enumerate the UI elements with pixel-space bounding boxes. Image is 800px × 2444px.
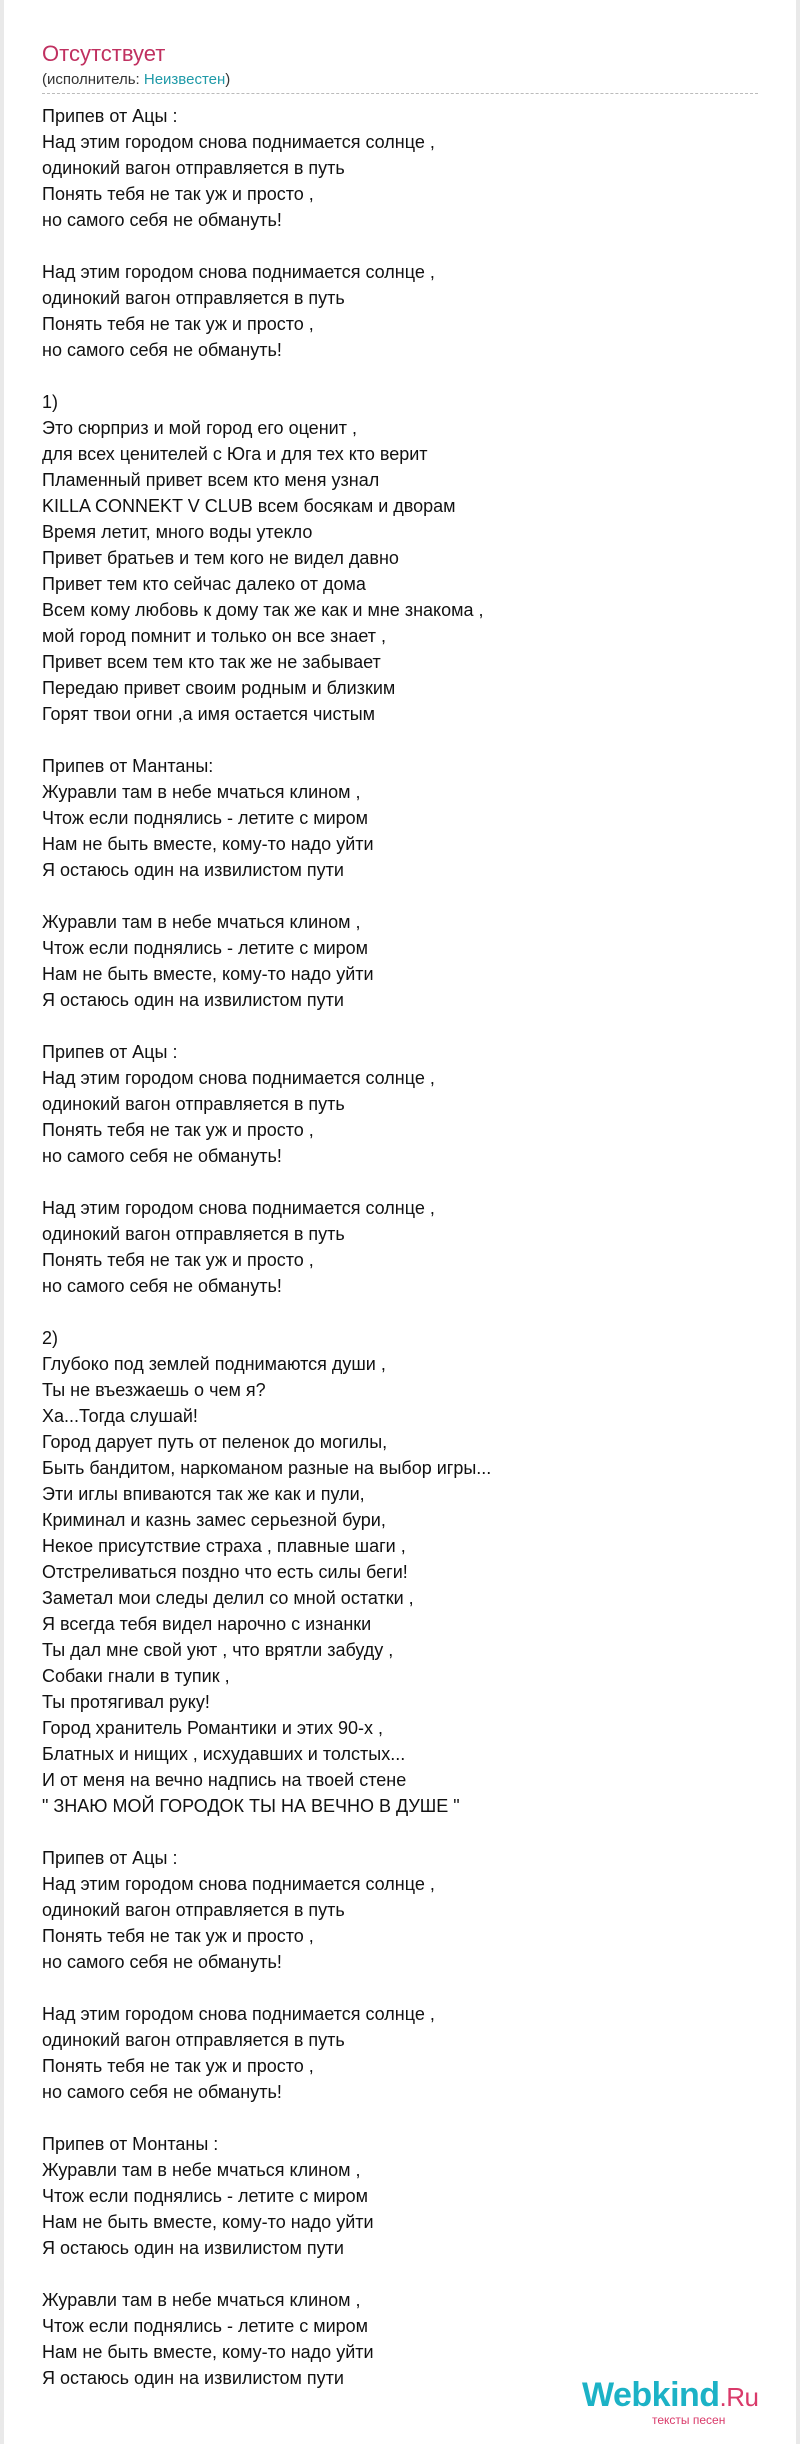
lyric-line: [42, 1013, 758, 1039]
lyric-line: Над этим городом снова поднимается солнце ,: [42, 262, 435, 282]
lyric-line: [42, 2105, 758, 2131]
lyric-line: Понять тебя не так уж и просто ,: [42, 184, 314, 204]
lyric-line: Быть бандитом, наркоманом разные на выбор игры...: [42, 1458, 492, 1478]
lyric-line: Над этим городом снова поднимается солнце ,: [42, 1068, 435, 1088]
lyric-line: [42, 1169, 758, 1195]
lyric-line: [42, 1975, 758, 2001]
lyric-line: [42, 2261, 758, 2287]
lyric-line: Понять тебя не так уж и просто ,: [42, 1120, 314, 1140]
lyric-line: Журавли там в небе мчаться клином ,: [42, 2160, 361, 2180]
lyric-line: Привет тем кто сейчас далеко от дома: [42, 574, 366, 594]
lyric-line: но самого себя не обмануть!: [42, 1146, 282, 1166]
lyric-line: [42, 363, 758, 389]
title-divider: [42, 93, 758, 94]
lyric-line: Припев от Мантаны:: [42, 756, 214, 776]
site-logo[interactable]: [582, 2375, 782, 2435]
lyric-line: Чтож если поднялись - летите с миром: [42, 808, 369, 828]
lyric-line: но самого себя не обмануть!: [42, 210, 282, 230]
lyrics-text: [42, 103, 758, 2391]
lyric-line: Время летит, много воды утекло: [42, 522, 313, 542]
lyric-line: 1): [42, 392, 59, 412]
lyric-line: [42, 1299, 758, 1325]
lyric-line: Я остаюсь один на извилистом пути: [42, 2368, 344, 2388]
lyric-line: Я остаюсь один на извилистом пути: [42, 990, 344, 1010]
lyric-line: Ты не въезжаешь о чем я?: [42, 1380, 266, 1400]
lyric-line: Город дарует путь от пеленок до могилы,: [42, 1432, 388, 1452]
lyric-line: Ха...Тогда слушай!: [42, 1406, 198, 1426]
lyric-line: И от меня на вечно надпись на твоей стене: [42, 1770, 407, 1790]
lyric-line: [42, 883, 758, 909]
lyric-line: одинокий вагон отправляется в путь: [42, 2030, 345, 2050]
lyric-line: Ты дал мне свой уют , что врятли забуду ,: [42, 1640, 394, 1660]
lyric-line: Чтож если поднялись - летите с миром: [42, 2316, 369, 2336]
lyric-line: Горят твои огни ,а имя остается чистым: [42, 704, 376, 724]
logo-name: Webkind: [582, 2376, 720, 2414]
lyric-line: Это сюрприз и мой город его оценит ,: [42, 418, 357, 438]
lyric-line: Припев от Ацы :: [42, 1848, 178, 1868]
lyric-line: но самого себя не обмануть!: [42, 2082, 282, 2102]
lyric-line: 2): [42, 1328, 59, 1348]
lyric-line: [42, 233, 758, 259]
lyric-line: Привет всем тем кто так же не забывает: [42, 652, 381, 672]
lyric-line: Блатных и нищих , исхудавших и толстых...: [42, 1744, 406, 1764]
lyric-line: Понять тебя не так уж и просто ,: [42, 314, 314, 334]
lyric-line: мой город помнит и только он все знает ,: [42, 626, 386, 646]
artist-prefix: (исполнитель:: [42, 71, 144, 88]
lyric-line: Некое присутствие страха , плавные шаги ,: [42, 1536, 406, 1556]
lyric-line: Эти иглы впиваются так же как и пули,: [42, 1484, 365, 1504]
lyric-line: Над этим городом снова поднимается солнце ,: [42, 1198, 435, 1218]
lyric-line: Припев от Ацы :: [42, 1042, 178, 1062]
lyric-line: Понять тебя не так уж и просто ,: [42, 1250, 314, 1270]
lyric-line: но самого себя не обмануть!: [42, 340, 282, 360]
artist-link[interactable]: Неизвестен: [143, 71, 226, 88]
lyric-line: Всем кому любовь к дому так же как и мне знакома ,: [42, 600, 484, 620]
lyric-line: Собаки гнали в тупик ,: [42, 1666, 230, 1686]
lyric-line: одинокий вагон отправляется в путь: [42, 1094, 345, 1114]
lyric-line: Нам не быть вместе, кому-то надо уйти: [42, 964, 374, 984]
lyric-line: Привет братьев и тем кого не видел давно: [42, 548, 399, 568]
artist-suffix: ): [225, 71, 231, 88]
artist-line: [42, 70, 230, 90]
lyric-line: Журавли там в небе мчаться клином ,: [42, 782, 361, 802]
lyric-line: Нам не быть вместе, кому-то надо уйти: [42, 2212, 374, 2232]
logo-tagline: тексты песен: [652, 2413, 726, 2427]
lyric-line: Я остаюсь один на извилистом пути: [42, 2238, 344, 2258]
lyric-line: Я всегда тебя видел нарочно с изнанки: [42, 1614, 372, 1634]
logo-wordmark: [582, 2375, 759, 2417]
lyric-line: но самого себя не обмануть!: [42, 1276, 282, 1296]
lyric-line: Отстреливаться поздно что есть силы беги!: [42, 1562, 408, 1582]
lyric-line: Глубоко под землей поднимаются души ,: [42, 1354, 386, 1374]
lyric-line: Заметал мои следы делил со мной остатки ,: [42, 1588, 414, 1608]
lyric-line: Чтож если поднялись - летите с миром: [42, 938, 369, 958]
lyric-line: но самого себя не обмануть!: [42, 1952, 282, 1972]
lyric-line: Понять тебя не так уж и просто ,: [42, 2056, 314, 2076]
lyric-line: Чтож если поднялись - летите с миром: [42, 2186, 369, 2206]
lyric-line: [42, 727, 758, 753]
lyric-line: Я остаюсь один на извилистом пути: [42, 860, 344, 880]
lyric-line: одинокий вагон отправляется в путь: [42, 158, 345, 178]
lyric-line: Журавли там в небе мчаться клином ,: [42, 912, 361, 932]
lyric-line: Город хранитель Романтики и этих 90-х ,: [42, 1718, 383, 1738]
lyric-line: Передаю привет своим родным и близким: [42, 678, 396, 698]
lyric-line: Понять тебя не так уж и просто ,: [42, 1926, 314, 1946]
lyric-line: Журавли там в небе мчаться клином ,: [42, 2290, 361, 2310]
lyric-line: одинокий вагон отправляется в путь: [42, 1224, 345, 1244]
song-title: Отсутствует: [42, 41, 166, 66]
lyric-line: для всех ценителей с Юга и для тех кто верит: [42, 444, 428, 464]
lyric-line: Криминал и казнь замес серьезной бури,: [42, 1510, 386, 1530]
lyric-line: KILLA CONNEKT V CLUB всем босякам и дворам: [42, 496, 456, 516]
lyric-line: Припев от Ацы :: [42, 106, 178, 126]
lyric-line: Над этим городом снова поднимается солнце ,: [42, 132, 435, 152]
logo-tld: .Ru: [719, 2382, 759, 2412]
lyric-line: [42, 1819, 758, 1845]
lyric-line: одинокий вагон отправляется в путь: [42, 288, 345, 308]
lyric-line: Нам не быть вместе, кому-то надо уйти: [42, 2342, 374, 2362]
lyric-line: Над этим городом снова поднимается солнце ,: [42, 2004, 435, 2024]
lyric-line: Припев от Монтаны :: [42, 2134, 219, 2154]
lyric-line: одинокий вагон отправляется в путь: [42, 1900, 345, 1920]
lyric-line: Ты протягивал руку!: [42, 1692, 210, 1712]
lyric-line: Нам не быть вместе, кому-то надо уйти: [42, 834, 374, 854]
lyric-line: Пламенный привет всем кто меня узнал: [42, 470, 380, 490]
lyric-line: " ЗНАЮ МОЙ ГОРОДОК ТЫ НА ВЕЧНО В ДУШЕ ": [42, 1796, 460, 1816]
lyric-line: Над этим городом снова поднимается солнце ,: [42, 1874, 435, 1894]
